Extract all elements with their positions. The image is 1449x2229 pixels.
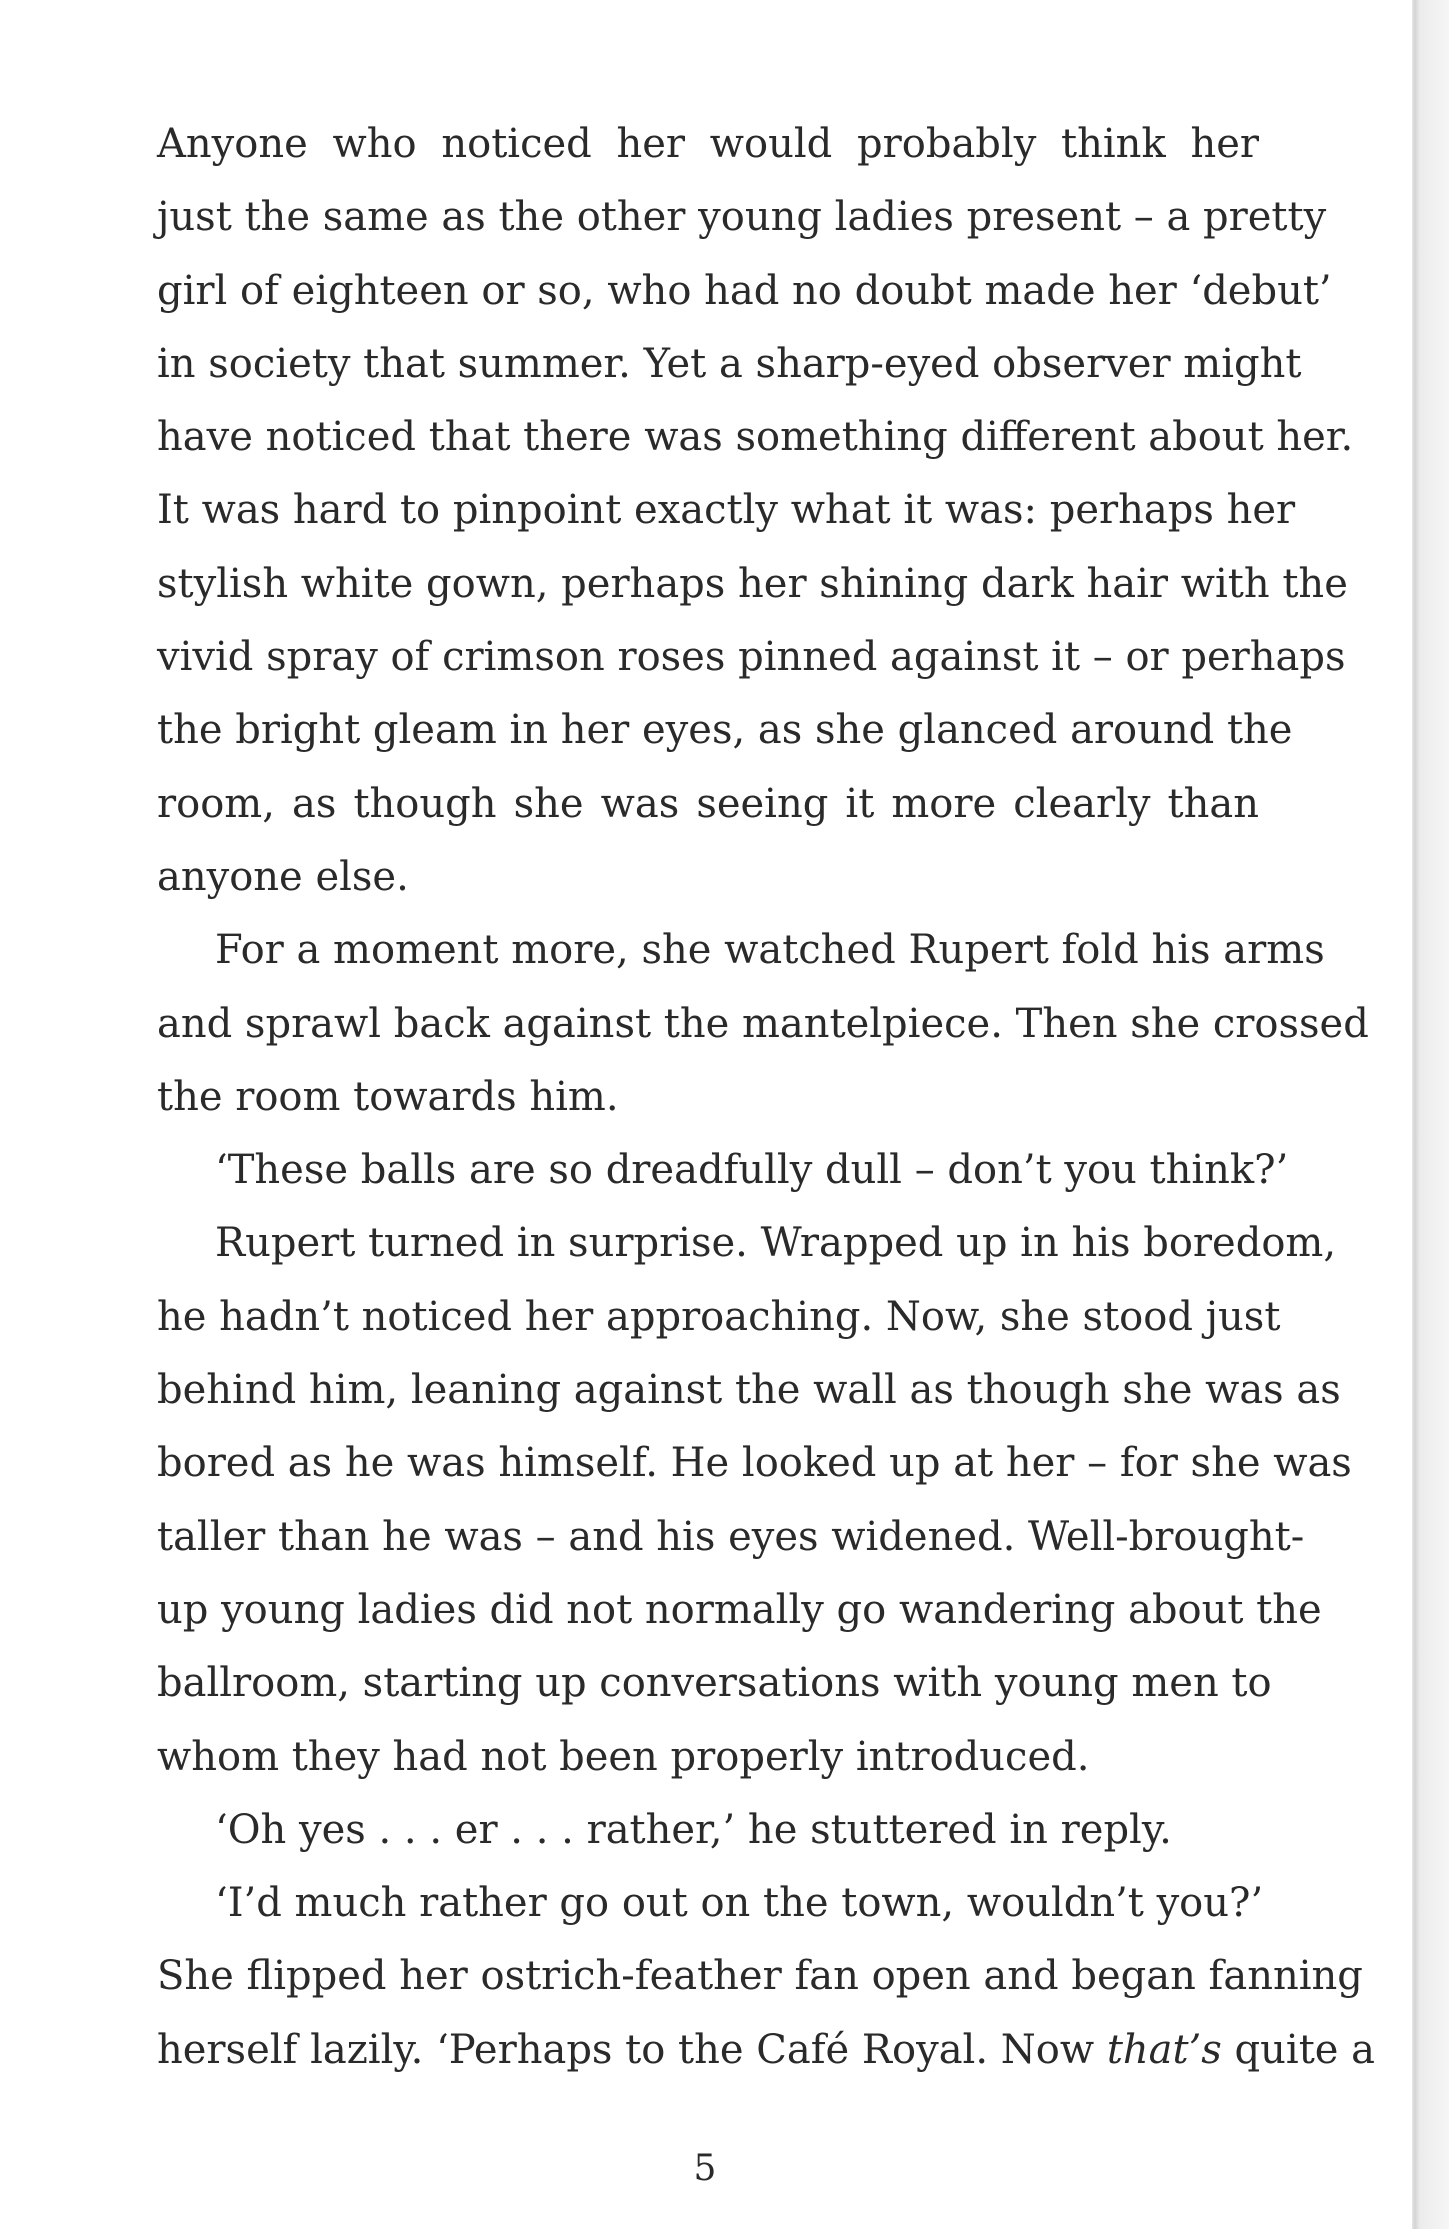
text-line: taller than he was – and his eyes widened. Well-brought- [157,1513,1305,1560]
emphasis-text: that’s [1106,2026,1222,2073]
text-line: in society that summer. Yet a sharp-eyed observer might [157,340,1302,387]
text-line: girl of eighteen or so, who had no doubt made her ‘debut’ [157,267,1332,314]
text-line: have noticed that there was something different about her. [157,414,1354,461]
text-line: stylish white gown, perhaps her shining dark hair with the [157,560,1348,607]
text-line: ballroom, starting up conversations with young men to [157,1660,1272,1707]
text-line: She flipped her ostrich-feather fan open and began fanning [157,1953,1363,2000]
text-line: the bright gleam in her eyes, as she glanced around the [157,707,1293,754]
text-line: he hadn’t noticed her approaching. Now, she stood just [157,1293,1281,1340]
text-line: bored as he was himself. He looked up at her – for she was [157,1440,1352,1487]
text-line: room, as though she was seeing it more clearly than [157,780,1259,827]
text-line: whom they had not been properly introduced. [157,1733,1090,1780]
text-line: herself lazily. ‘Perhaps to the Café Royal. Now that’s quite a [157,2026,1375,2073]
text-line: For a moment more, she watched Rupert fold his arms [215,927,1325,974]
text-line: Rupert turned in surprise. Wrapped up in his boredom, [215,1220,1337,1267]
text-line: just the same as the other young ladies present – a pretty [157,194,1327,241]
text-line: Anyone who noticed her would probably think her [157,121,1259,167]
text-line: It was hard to pinpoint exactly what it was: perhaps her [157,487,1296,534]
text-line: ‘These balls are so dreadfully dull – don’t you think?’ [215,1147,1289,1194]
text-line: ‘Oh yes . . . er . . . rather,’ he stuttered in reply. [215,1806,1172,1853]
page-binding-edge [1412,0,1449,2229]
text-line: ‘I’d much rather go out on the town, wouldn’t you?’ [215,1880,1264,1927]
text-line: vivid spray of crimson roses pinned against it – or perhaps [157,634,1346,681]
text-line: behind him, leaning against the wall as though she was as [157,1367,1341,1414]
text-line: the room towards him. [157,1073,619,1120]
text-line: anyone else. [157,853,409,900]
body-text [157,108,1375,2087]
text-line: and sprawl back against the mantelpiece. Then she crossed [157,1000,1369,1047]
page-number: 5 [693,2148,717,2189]
text-line: up young ladies did not normally go wandering about the [157,1586,1322,1633]
